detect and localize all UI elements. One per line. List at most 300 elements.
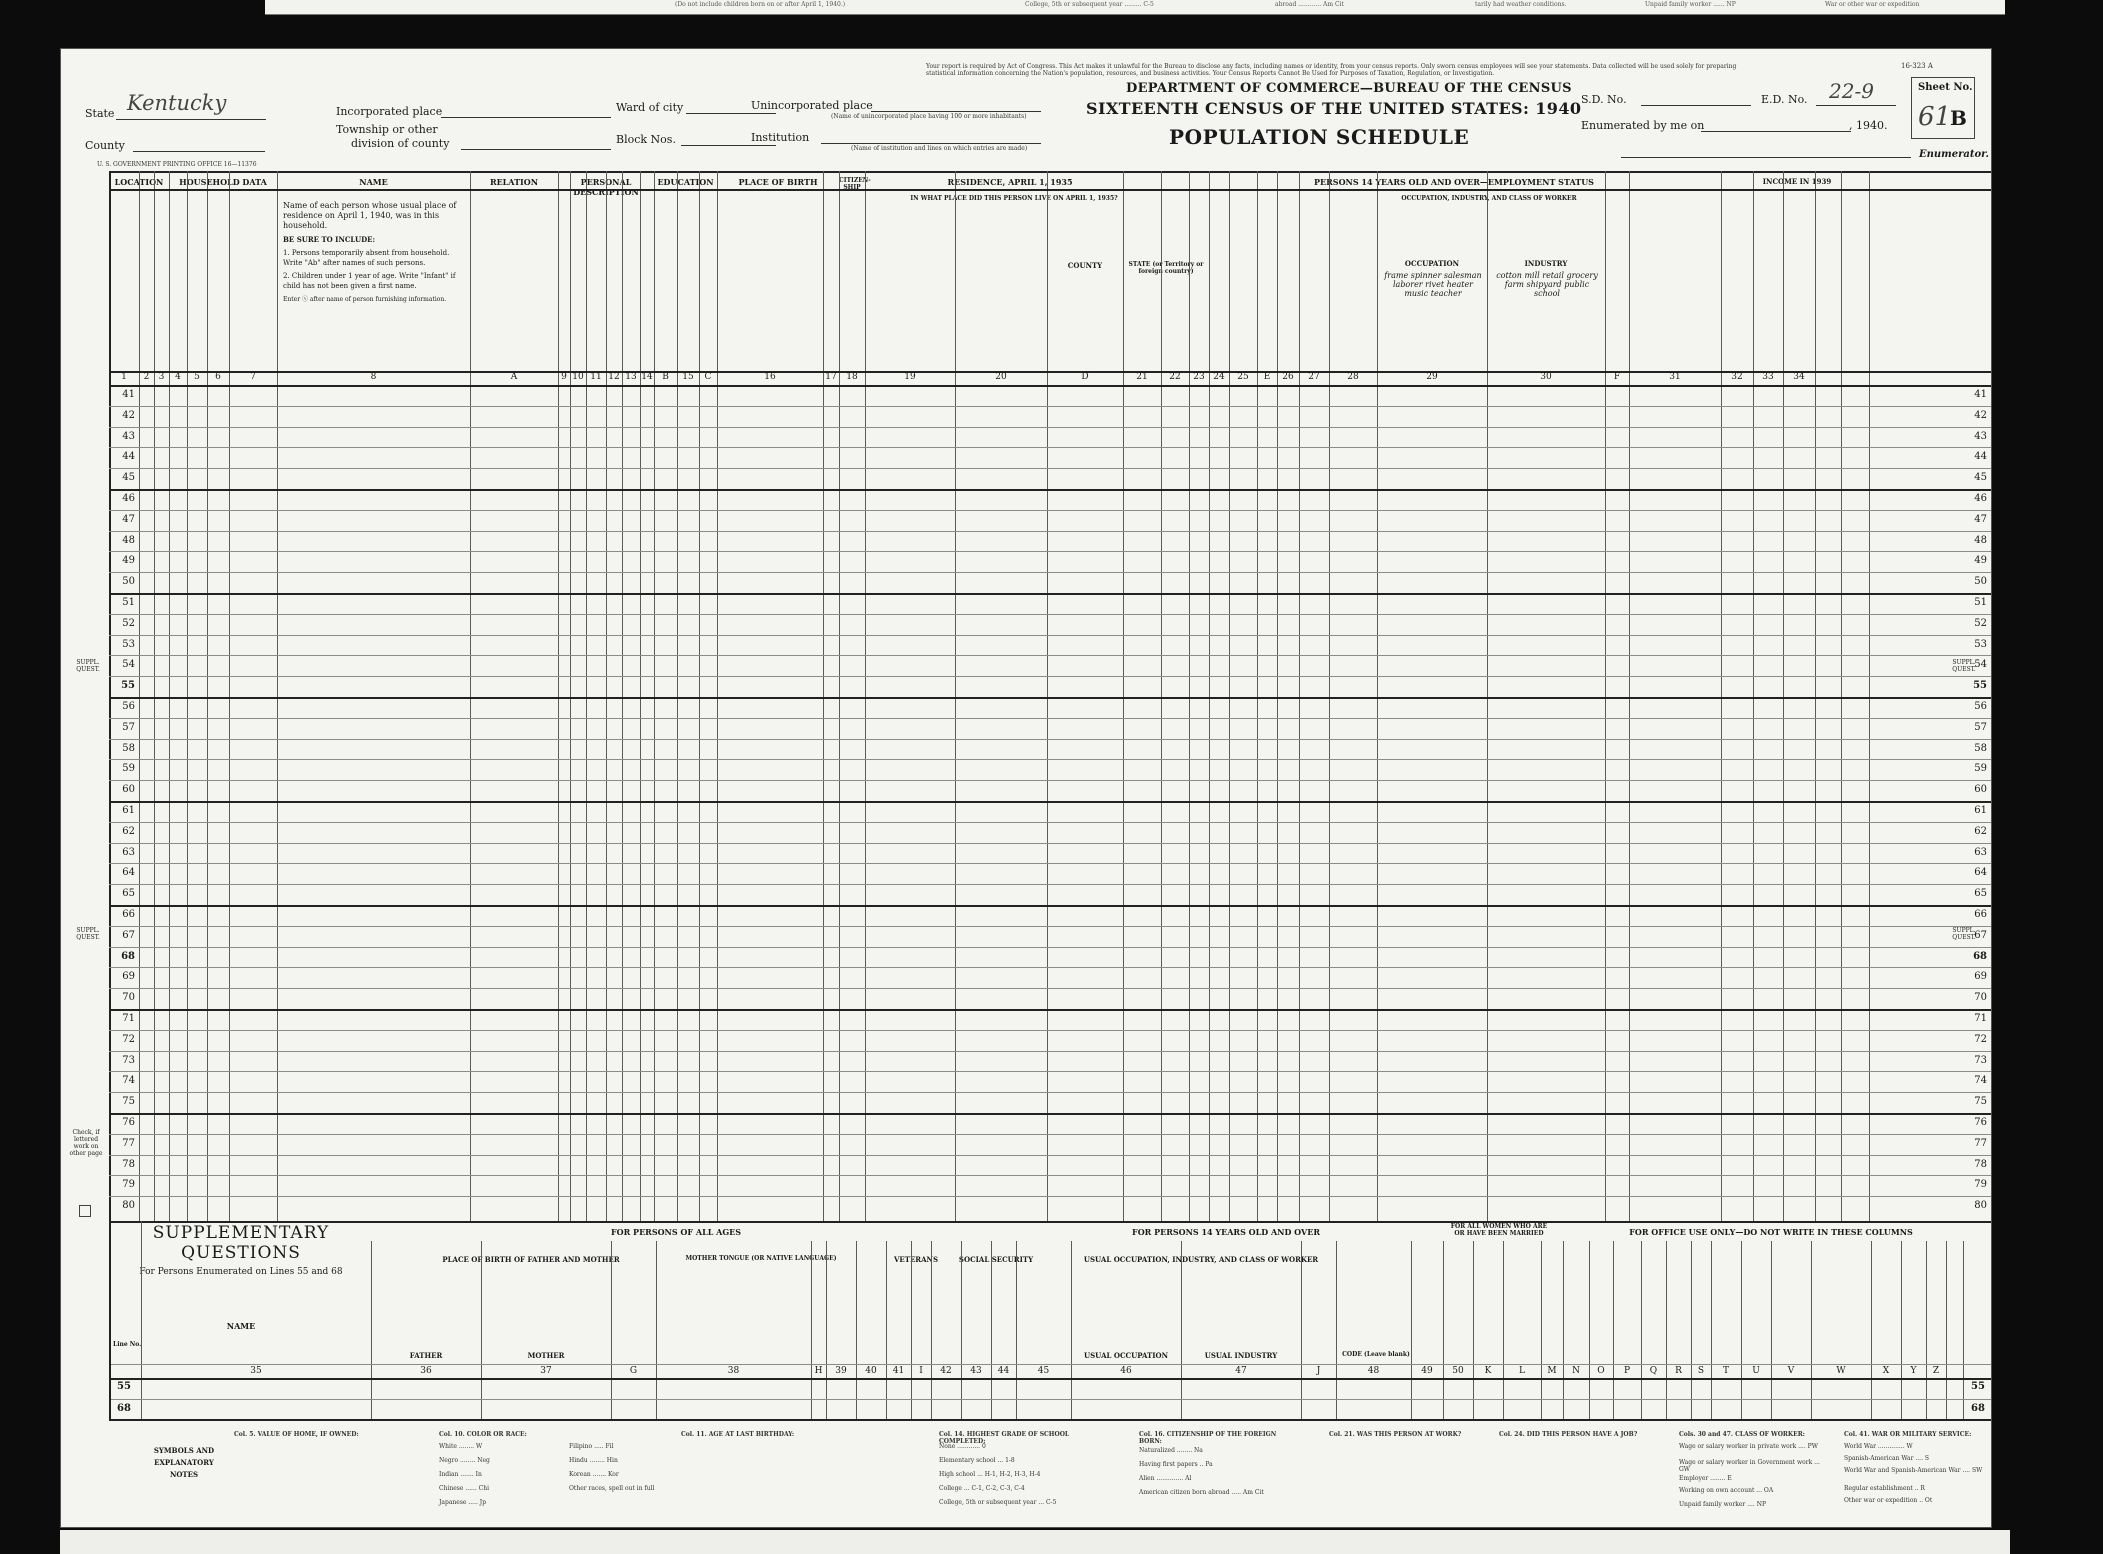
row-number-right: 56	[1974, 701, 1987, 712]
supp-column-divider	[826, 1241, 827, 1419]
row-number-right: 59	[1974, 763, 1987, 775]
row-rule	[109, 1009, 1991, 1011]
column-number: 20	[995, 372, 1007, 382]
office-header: FOR OFFICE USE ONLY—DO NOT WRITE IN THESE COLUMNS	[1629, 1227, 1913, 1237]
supp-column-divider	[1613, 1241, 1614, 1419]
row-number-left: 74	[122, 1075, 135, 1087]
unincorporated-label: Unincorporated place	[751, 99, 873, 112]
row-number-left: 72	[122, 1033, 135, 1045]
column-divider	[640, 171, 641, 1221]
note-col10: Col. 10. COLOR OR RACE:	[439, 1431, 527, 1438]
supp-column-number: 36	[420, 1366, 432, 1376]
note-class-2: Employer ........ E	[1679, 1475, 1732, 1482]
supp-column-divider	[1811, 1241, 1812, 1419]
column-number: 24	[1213, 372, 1225, 382]
row-number-left: 53	[122, 638, 135, 650]
column-number: 23	[1193, 372, 1205, 382]
column-divider	[558, 171, 559, 1221]
row-number-right: 47	[1974, 513, 1987, 525]
occupation-header: OCCUPATION	[1404, 259, 1460, 268]
column-number: A	[510, 372, 518, 382]
row-rule	[109, 884, 1991, 885]
column-divider	[1377, 171, 1378, 1221]
row-number-left: 45	[122, 472, 135, 484]
row-number-right: 53	[1974, 638, 1987, 650]
row-rule	[109, 551, 1991, 552]
supp-column-number: O	[1597, 1366, 1605, 1376]
row-number-right: 77	[1974, 1137, 1987, 1149]
previous-sheet-strip	[265, 0, 2005, 15]
group-personal: PERSONAL DESCRIPTION	[573, 177, 639, 197]
ed-value: 22-9	[1829, 79, 1874, 103]
supp-column-divider	[1541, 1241, 1542, 1419]
row-number-right: 57	[1974, 721, 1987, 733]
supp-column-number: Y	[1910, 1366, 1917, 1376]
row-number-right: 42	[1974, 409, 1987, 421]
note-cit-0: Naturalized ........ Na	[1139, 1447, 1203, 1454]
row-rule	[109, 1113, 1991, 1115]
column-number: 22	[1169, 372, 1181, 382]
column-divider	[1329, 171, 1330, 1221]
department-title: DEPARTMENT OF COMMERCE—BUREAU OF THE CENSUS	[1126, 81, 1572, 96]
row-number-right: 44	[1974, 451, 1987, 463]
row-rule	[109, 655, 1991, 656]
row-number-left: 68	[121, 950, 135, 962]
sheet-label: Sheet No.	[1918, 82, 1973, 93]
row-number-left: 42	[122, 409, 135, 421]
supp-column-divider	[1301, 1241, 1302, 1419]
printing-office-note: U. S. GOVERNMENT PRINTING OFFICE 16—11376	[97, 161, 257, 168]
note-class-4: Unpaid family worker .... NP	[1679, 1501, 1767, 1508]
parents-header: PLACE OF BIRTH OF FATHER AND MOTHER	[442, 1255, 620, 1264]
supp-column-number: T	[1722, 1366, 1729, 1376]
column-divider	[677, 171, 678, 1221]
row-number-left: 69	[122, 971, 135, 983]
institution-note: (Name of institution and lines on which entries are made)	[851, 145, 1028, 152]
act-notice: Your report is required by Act of Congress. This Act makes it unlawful for the Bureau to disclose any facts, including names or identity, from your census reports. Only sworn census employees will see your statements. Data collected will be used solely for preparing statistical information concerning the Nation's population, resources, and business activities. Your Census Reports Cannot Be Used for Purposes of Taxation, Regulation, or Investigation.	[926, 63, 1737, 77]
column-number: 18	[846, 372, 858, 382]
row-number-right: 80	[1974, 1200, 1987, 1212]
residence-subheader: IN WHAT PLACE DID THIS PERSON LIVE ON APRIL 1, 1935?	[910, 195, 1118, 202]
strip-fragment: Unpaid family worker ...... NP	[1645, 1, 1736, 8]
column-number: 19	[904, 372, 916, 382]
occupation-examples: frame spinner salesman laborer rivet heater music teacher	[1384, 271, 1482, 298]
row-rule	[109, 718, 1991, 719]
row-number-left: 59	[122, 763, 135, 775]
note-col14: Col. 14. HIGHEST GRADE OF SCHOOL COMPLETED:	[939, 1431, 1070, 1445]
supp-column-divider	[1666, 1241, 1667, 1419]
row-number-right: 78	[1974, 1158, 1987, 1170]
father-header: FATHER	[409, 1351, 443, 1360]
note-class-3: Working on own account ... OA	[1679, 1487, 1774, 1494]
group-birthplace: PLACE OF BIRTH	[738, 177, 818, 187]
column-number: 9	[561, 372, 567, 382]
ed-label: E.D. No.	[1761, 93, 1808, 106]
column-divider	[865, 171, 866, 1221]
supp-column-number: S	[1697, 1366, 1705, 1376]
column-divider	[586, 171, 587, 1221]
explanatory-notes	[109, 1429, 1991, 1524]
header-rule	[109, 385, 1991, 387]
mother-tongue-header: MOTHER TONGUE (OR NATIVE LANGUAGE)	[685, 1255, 837, 1262]
supp-column-divider	[141, 1221, 142, 1419]
county-line	[133, 151, 265, 152]
county-header: COUNTY	[1067, 261, 1103, 270]
row-number-left: 70	[122, 992, 135, 1004]
row-number-right: 76	[1974, 1117, 1987, 1128]
column-divider	[169, 171, 170, 1221]
note-race-6: Hindu ........ Hin	[569, 1457, 618, 1464]
note-war-4: Other war or expedition .. Ot	[1844, 1497, 1933, 1504]
column-number: 5	[194, 372, 200, 382]
column-divider	[277, 171, 278, 1221]
row-number-left: 76	[122, 1117, 135, 1128]
enumerated-label: Enumerated by me on	[1581, 119, 1705, 132]
row-number-left: 43	[122, 430, 135, 442]
row-rule	[109, 967, 1991, 968]
supp-column-divider	[856, 1241, 857, 1419]
column-divider	[1257, 171, 1258, 1221]
supp-column-number: W	[1836, 1366, 1846, 1376]
row-number-left: 48	[122, 534, 135, 546]
row-rule	[109, 759, 1991, 760]
row-number-left: 49	[122, 555, 135, 567]
row-rule	[109, 863, 1991, 864]
usual-occupation-header: USUAL OCCUPATION	[1084, 1351, 1168, 1360]
row-rule	[109, 1134, 1991, 1135]
note-race-4: Japanese ..... Jp	[439, 1499, 487, 1506]
supp-column-divider	[1641, 1241, 1642, 1419]
row-rule	[109, 780, 1991, 781]
women-header: FOR ALL WOMEN WHO ARE OR HAVE BEEN MARRIED	[1450, 1223, 1548, 1237]
column-number: 26	[1282, 372, 1294, 382]
row-number-left: 65	[122, 888, 135, 900]
row-rule	[109, 905, 1991, 907]
veterans-header: VETERANS	[893, 1255, 938, 1264]
strip-fragment: (Do not include children born on or after April 1, 1940.)	[675, 1, 846, 8]
column-number: 16	[764, 372, 776, 382]
column-number: 6	[215, 372, 221, 382]
row-number-right: 66	[1974, 909, 1987, 920]
note-war-3: Regular establishment .. R	[1844, 1485, 1925, 1492]
row-number-right: 55	[1973, 680, 1987, 692]
supp-column-number: K	[1484, 1366, 1492, 1376]
row-number-right: 50	[1974, 576, 1987, 588]
column-divider	[470, 171, 471, 1221]
column-divider	[622, 171, 623, 1221]
column-divider	[717, 171, 718, 1221]
sd-label: S.D. No.	[1581, 93, 1627, 106]
group-location: LOCATION	[114, 177, 164, 187]
row-number-left: 67	[122, 929, 135, 941]
township-label-2: division of county	[351, 137, 450, 150]
row-rule	[109, 926, 1991, 927]
note-class-1: Wage or salary worker in Government work ... GW	[1679, 1459, 1820, 1473]
row-rule	[109, 1051, 1991, 1052]
ward-line	[686, 113, 776, 114]
note-class-0: Wage or salary worker in private work .... PW	[1679, 1443, 1818, 1450]
row-rule	[109, 676, 1991, 677]
row-number-right: 49	[1974, 555, 1987, 567]
supp-marker-55-right: SUPPL. QUEST.	[1952, 659, 1976, 673]
supp-column-number: J	[1316, 1366, 1321, 1376]
column-number: 32	[1731, 372, 1743, 382]
column-divider	[1047, 171, 1048, 1221]
include-1-text: 1. Persons temporarily absent from household. Write "Ab" after names of such persons.	[283, 249, 450, 267]
column-number: 21	[1136, 372, 1148, 382]
next-sheet-strip	[60, 1530, 2010, 1554]
row-rule	[109, 406, 1991, 407]
note-war-2: World War and Spanish-American War .... SW	[1844, 1467, 1983, 1474]
supp-column-divider	[481, 1241, 482, 1419]
note-grade-0: None ............ 0	[939, 1443, 986, 1450]
notes-title: SYMBOLS AND EXPLANATORY NOTES	[153, 1446, 215, 1479]
note-grade-1: Elementary school ... 1-8	[939, 1457, 1015, 1464]
supp-column-divider	[371, 1241, 372, 1419]
row-number-right: 68	[1973, 950, 1987, 962]
column-number: 12	[608, 372, 620, 382]
row-number-right: 45	[1974, 472, 1987, 484]
row-number-right: 51	[1974, 597, 1987, 608]
supplementary-table	[109, 1221, 1992, 1421]
row-number-right: 46	[1974, 493, 1987, 504]
column-divider	[1753, 171, 1754, 1221]
column-divider	[699, 171, 700, 1221]
strip-fragment: tarily had weather conditions.	[1475, 1, 1567, 8]
note-race-5: Filipino ..... Fil	[569, 1443, 614, 1450]
column-divider	[187, 171, 188, 1221]
supp-column-number: H	[814, 1366, 823, 1376]
supp-column-number: 46	[1120, 1366, 1132, 1376]
row-number-left: 71	[122, 1013, 135, 1024]
row-number-left: 47	[122, 513, 135, 525]
row-rule	[109, 531, 1991, 532]
supp-column-divider	[1926, 1241, 1927, 1419]
supp-column-divider	[886, 1241, 887, 1419]
column-number: 33	[1762, 372, 1774, 382]
supp-column-number: R	[1675, 1366, 1682, 1376]
row-number-left: 52	[122, 617, 135, 629]
supp-line-68-right: 68	[1971, 1403, 1985, 1414]
row-number-left: 46	[122, 493, 135, 504]
row-number-right: 61	[1974, 805, 1987, 816]
township-line	[461, 149, 611, 150]
supp-column-divider	[1411, 1241, 1412, 1419]
note-war-1: Spanish-American War .... S	[1844, 1455, 1929, 1462]
column-number: 7	[250, 372, 256, 382]
row-rule	[109, 988, 1991, 989]
column-number: 15	[682, 372, 694, 382]
note-col41: Col. 41. WAR OR MILITARY SERVICE:	[1844, 1431, 1972, 1438]
row-rule	[109, 822, 1991, 823]
row-number-left: 56	[122, 701, 135, 712]
column-number: 1	[121, 372, 127, 382]
check-box[interactable]	[79, 1205, 91, 1217]
supp-column-number: 44	[997, 1366, 1010, 1376]
row-number-left: 51	[122, 597, 135, 608]
row-number-right: 52	[1974, 617, 1987, 629]
row-rule	[109, 489, 1991, 491]
note-race-7: Korean ....... Kor	[569, 1471, 619, 1478]
row-rule	[109, 593, 1991, 595]
column-number: 2	[143, 372, 150, 382]
supp-column-divider	[1741, 1241, 1742, 1419]
unincorporated-line	[871, 111, 1041, 112]
supp-column-number: 41	[892, 1366, 905, 1376]
supp-column-number: M	[1547, 1366, 1557, 1376]
state-value: Kentucky	[127, 91, 227, 115]
be-sure-text: BE SURE TO INCLUDE:	[283, 235, 376, 244]
row-number-right: 72	[1974, 1033, 1987, 1045]
include-3-text: Enter ⓧ after name of person furnishing information.	[283, 296, 447, 303]
supp-column-divider	[1711, 1241, 1712, 1419]
column-number: 17	[825, 372, 837, 382]
ed-line	[1816, 105, 1896, 106]
row-rule	[109, 1196, 1991, 1197]
supp-column-number: I	[919, 1366, 923, 1376]
note-grade-3: College ... C-1, C-2, C-3, C-4	[939, 1485, 1025, 1492]
row-rule	[109, 1092, 1991, 1093]
sheet-letter: B	[1950, 106, 1967, 130]
row-number-left: 73	[122, 1054, 135, 1066]
column-divider	[1299, 171, 1300, 1221]
column-divider	[139, 171, 140, 1221]
enumerator-label: Enumerator.	[1919, 149, 1989, 160]
supp-column-number: Z	[1932, 1366, 1940, 1376]
row-number-right: 58	[1974, 742, 1987, 754]
supp-column-number: 43	[970, 1366, 982, 1376]
supplementary-title: SUPPLEMENTARY QUESTIONS	[152, 1223, 330, 1263]
include-2-text: 2. Children under 1 year of age. Write "Infant" if child has not been given a first name.	[283, 272, 456, 290]
row-rule	[109, 1071, 1991, 1072]
group-household: HOUSEHOLD DATA	[179, 177, 267, 187]
supp-column-number: P	[1623, 1366, 1631, 1376]
column-number: 4	[175, 372, 181, 382]
column-divider	[1869, 171, 1870, 1221]
group-residence: RESIDENCE, APRIL 1, 1935	[947, 177, 1073, 187]
supp-line-no-header: Line No.	[113, 1341, 142, 1348]
note-grade-2: High school ... H-1, H-2, H-3, H-4	[939, 1471, 1041, 1478]
column-number: 3	[158, 372, 165, 382]
column-divider	[154, 171, 155, 1221]
supp-column-divider	[1771, 1241, 1772, 1419]
column-number: 11	[590, 372, 602, 382]
column-divider	[955, 171, 956, 1221]
supp-row-rule	[111, 1399, 1992, 1400]
supp-column-number: 42	[940, 1366, 952, 1376]
group-relation: RELATION	[489, 177, 539, 187]
row-rule	[109, 635, 1991, 636]
column-divider	[1841, 171, 1842, 1221]
row-number-right: 60	[1974, 784, 1987, 796]
note-cit-2: Alien .............. Al	[1139, 1475, 1192, 1482]
supp-column-number: X	[1882, 1366, 1890, 1376]
row-rule	[109, 697, 1991, 699]
row-rule	[109, 447, 1991, 448]
row-number-right: 64	[1974, 867, 1987, 879]
supp-column-divider	[1946, 1241, 1947, 1419]
column-divider	[1229, 171, 1230, 1221]
column-divider	[1277, 171, 1278, 1221]
note-col5: Col. 5. VALUE OF HOME, IF OWNED:	[234, 1431, 359, 1438]
group-citizenship: CITIZEN-SHIP	[839, 177, 871, 191]
supp-column-divider	[1181, 1241, 1182, 1419]
supp-name-header: NAME	[226, 1321, 256, 1331]
supp-column-number: Q	[1649, 1366, 1658, 1376]
column-divider	[1209, 171, 1210, 1221]
row-number-right: 71	[1974, 1013, 1987, 1024]
row-number-right: 54	[1974, 659, 1987, 671]
supp-column-divider	[1871, 1241, 1872, 1419]
supp-column-divider	[1336, 1241, 1337, 1419]
state-label: State	[85, 107, 115, 120]
strip-fragment: College, 5th or subsequent year ......... C-5	[1025, 1, 1154, 8]
row-number-left: 60	[122, 784, 135, 796]
column-divider	[1487, 171, 1488, 1221]
group-income: INCOME IN 1939	[1762, 177, 1832, 186]
row-number-right: 73	[1974, 1054, 1987, 1066]
row-number-left: 64	[122, 867, 135, 879]
row-number-right: 70	[1974, 992, 1987, 1004]
supp-column-divider	[911, 1241, 912, 1419]
row-number-left: 58	[122, 742, 135, 754]
supp-column-divider	[1691, 1241, 1692, 1419]
supp-column-divider	[1443, 1241, 1444, 1419]
row-number-left: 78	[122, 1158, 135, 1170]
row-number-right: 48	[1974, 534, 1987, 546]
row-number-right: 65	[1974, 888, 1987, 900]
row-number-left: 77	[122, 1137, 135, 1149]
column-number: 31	[1669, 372, 1681, 382]
note-col11: Col. 11. AGE AT LAST BIRTHDAY:	[681, 1431, 795, 1438]
supp-row-rule	[111, 1364, 1992, 1365]
row-number-right: 63	[1974, 846, 1987, 858]
county-label: County	[85, 139, 125, 152]
row-rule	[109, 1175, 1991, 1176]
column-divider	[207, 171, 208, 1221]
column-divider	[570, 171, 571, 1221]
supp-column-divider	[1016, 1241, 1017, 1419]
note-race-3: Chinese ...... Chi	[439, 1485, 490, 1492]
supp-column-number: 39	[835, 1366, 847, 1376]
row-number-left: 75	[122, 1096, 135, 1108]
strip-fragment: abroad ............ Am Cit	[1275, 1, 1344, 8]
supp-row-rule	[111, 1378, 1992, 1380]
row-number-left: 50	[122, 576, 135, 588]
row-number-left: 79	[122, 1179, 135, 1191]
supp-column-number: 49	[1421, 1366, 1433, 1376]
unincorporated-note: (Name of unincorporated place having 100 or more inhabitants)	[831, 113, 1027, 120]
usual-occ-header: USUAL OCCUPATION, INDUSTRY, AND CLASS OF WORKER	[1083, 1255, 1319, 1264]
occupation-subheader: OCCUPATION, INDUSTRY, AND CLASS OF WORKER	[1401, 195, 1577, 202]
note-war-0: World War .............. W	[1844, 1443, 1913, 1450]
sheet-number: 61	[1918, 102, 1952, 132]
supp-column-number: 40	[865, 1366, 877, 1376]
block-line	[681, 145, 776, 146]
supp-column-divider	[931, 1241, 932, 1419]
header-rule	[109, 189, 1991, 191]
column-number: 27	[1308, 372, 1320, 382]
row-rule	[109, 1155, 1991, 1156]
column-number: 13	[625, 372, 637, 382]
sd-line	[1641, 105, 1751, 106]
enumerated-line	[1701, 131, 1851, 132]
note-cit-1: Having first papers .. Pa	[1139, 1461, 1213, 1468]
supp-line-68: 68	[117, 1403, 131, 1414]
row-number-right: 41	[1974, 389, 1987, 400]
supp-code-header: CODE (Leave blank)	[1342, 1351, 1410, 1358]
supp-line-55: 55	[117, 1381, 131, 1392]
